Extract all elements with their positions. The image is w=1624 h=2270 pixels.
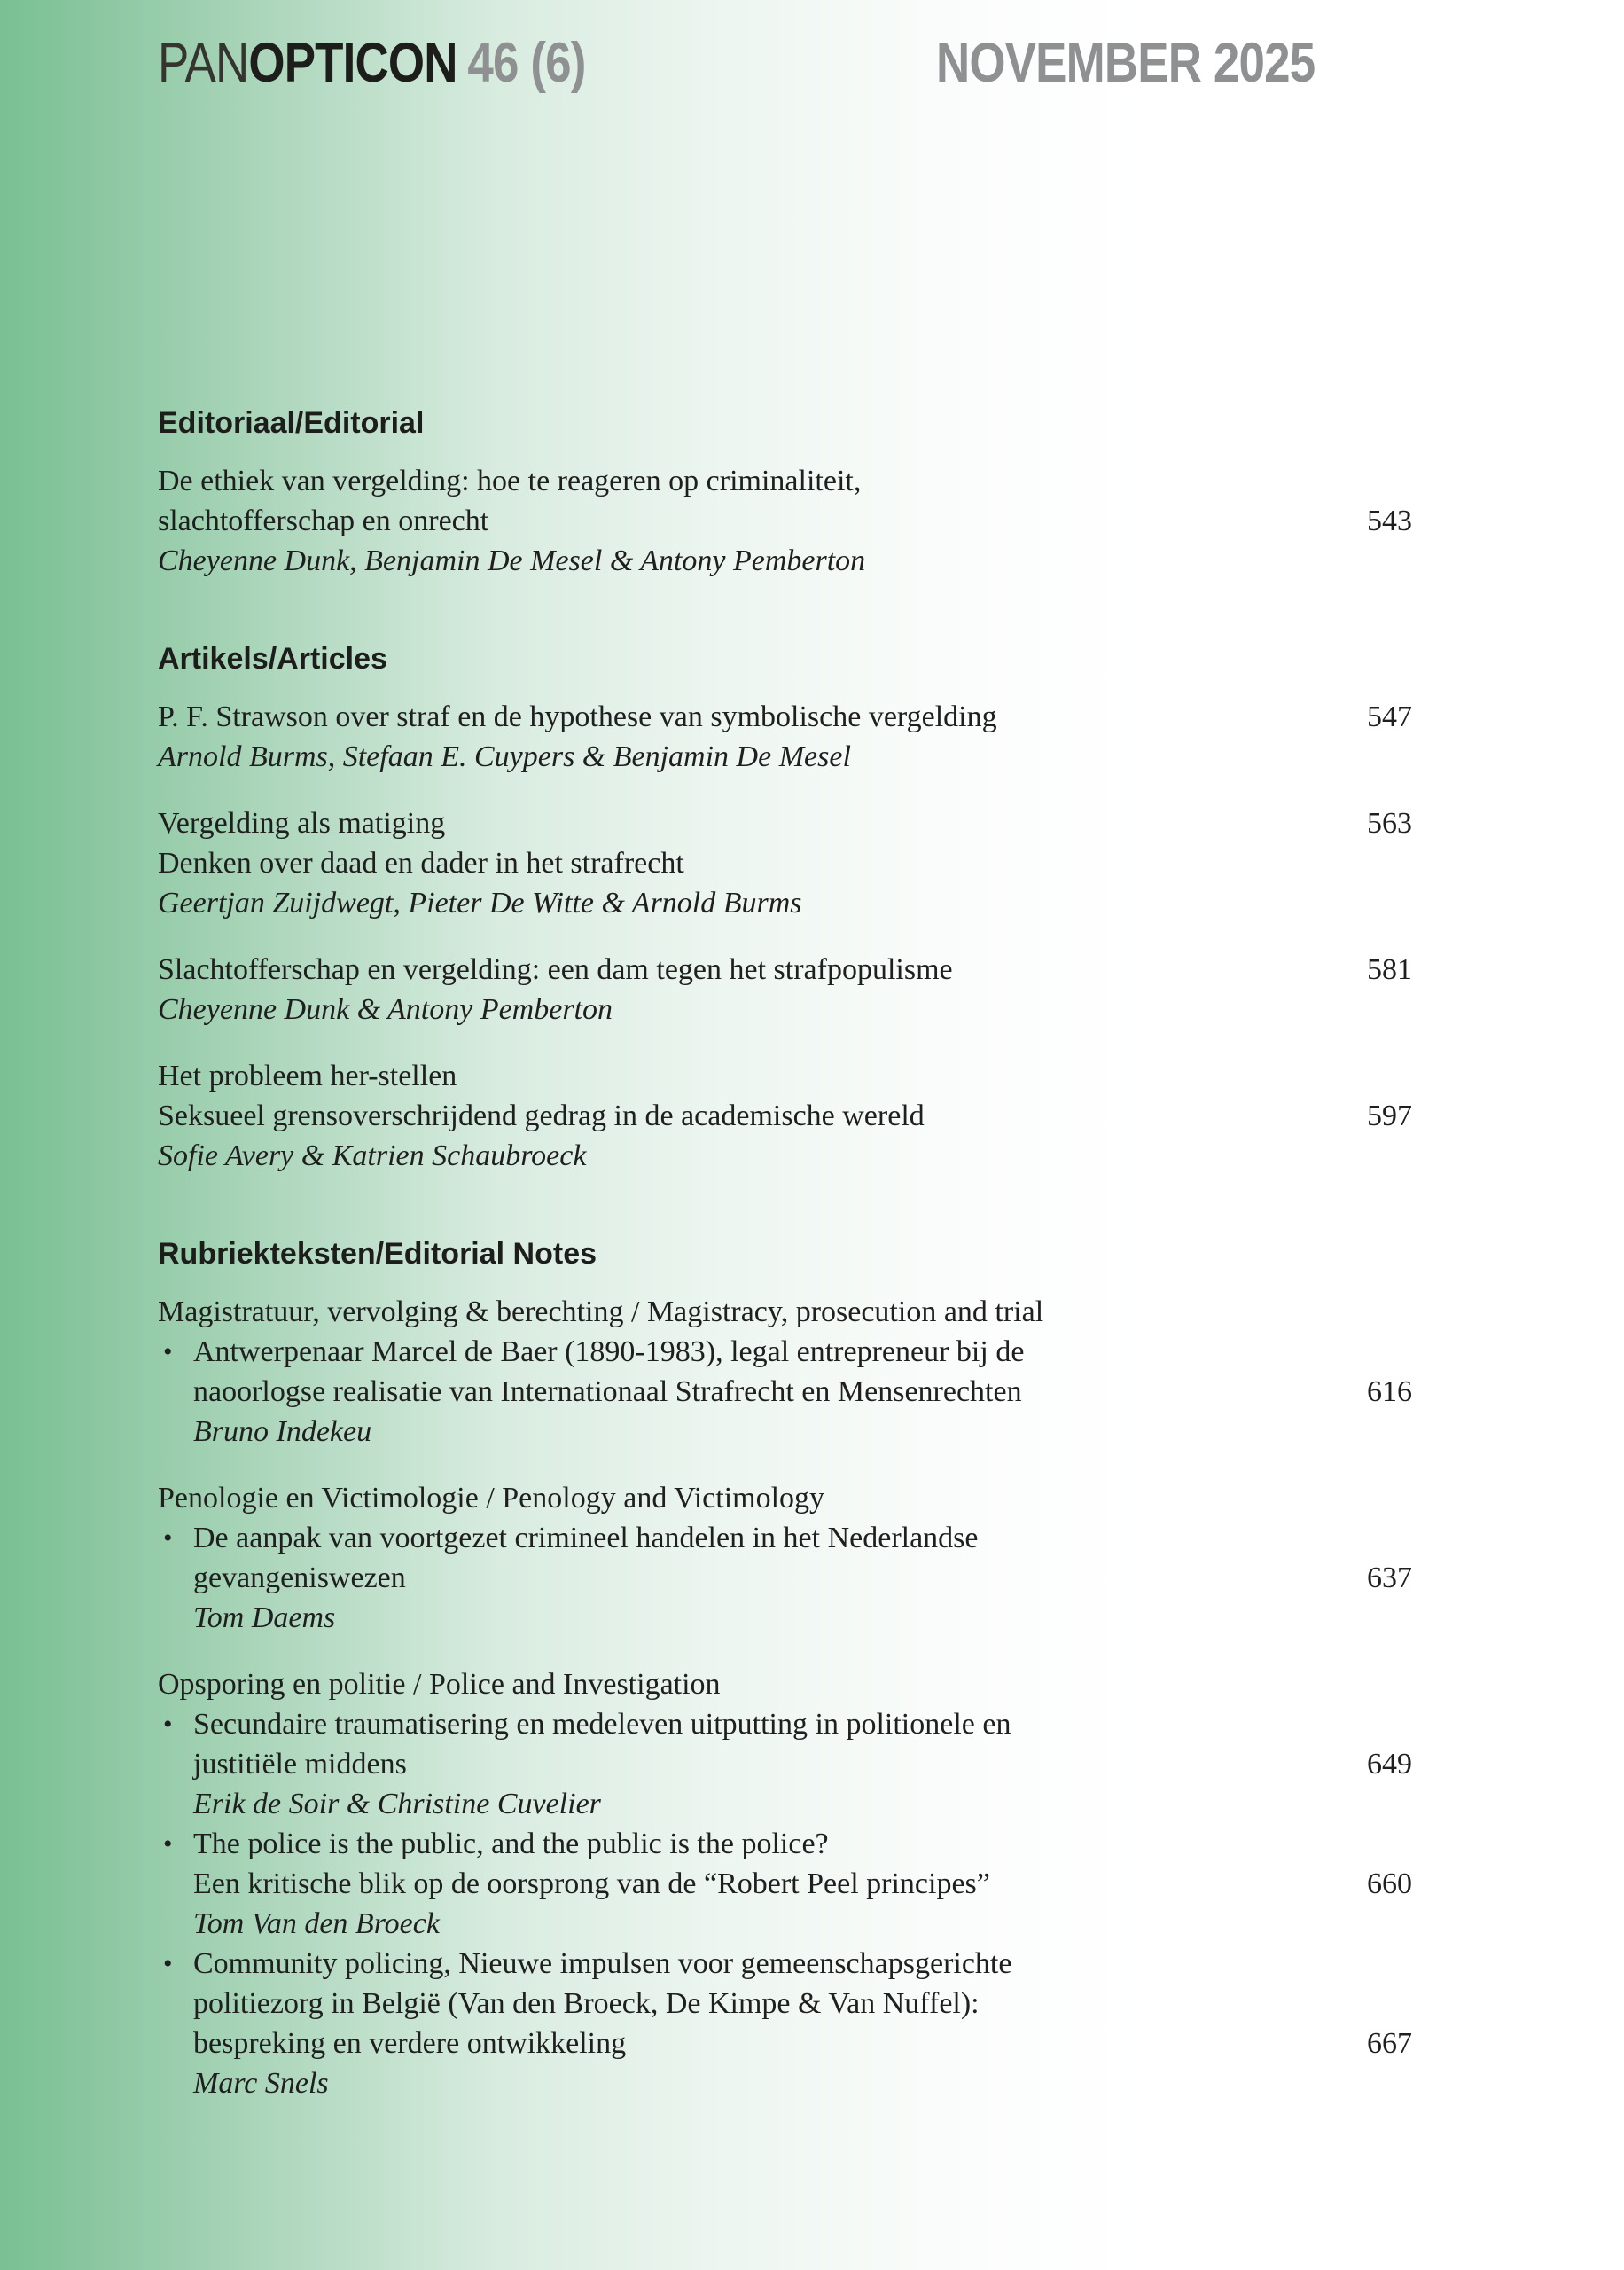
entry-line-text: Secundaire traumatisering en medeleven uitputting in politionele en <box>193 1708 1011 1741</box>
entry-line <box>158 1864 1412 1904</box>
entry-line-text: justitiële middens <box>193 1748 407 1781</box>
page-number: 543 <box>1367 505 1412 537</box>
entry-line-text: politiezorg in België (Van den Broeck, De Kimpe & Van Nuffel): <box>193 1987 980 2020</box>
entry-line-text: slachtofferschap en onrecht <box>158 505 489 537</box>
entry-authors: Tom Daems <box>193 1601 336 1634</box>
entry-line-text: Community policing, Nieuwe impulsen voor gemeenschapsgerichte <box>193 1947 1012 1980</box>
bullet-icon: • <box>163 1829 173 1859</box>
page-number: 667 <box>1367 2027 1412 2060</box>
entry-line-text: naoorlogse realisatie van Internationaal Strafrecht en Mensenrechten <box>193 1375 1022 1408</box>
entry-line <box>158 803 1412 843</box>
entry-authors: Sofie Avery & Katrien Schaubroeck <box>158 1139 587 1172</box>
entry-line <box>158 461 1412 501</box>
toc-entry <box>158 1478 1412 1638</box>
section-heading: Artikels/Articles <box>158 642 387 676</box>
page-number: 637 <box>1367 1562 1412 1594</box>
bullet-icon: • <box>163 1710 173 1739</box>
entry-line-text: Vergelding als matiging <box>158 807 446 840</box>
toc-entry <box>158 1056 1412 1176</box>
entry-line <box>158 843 1412 883</box>
entry-line-text: The police is the public, and the public is the police? <box>193 1828 829 1860</box>
page-number: 597 <box>1367 1100 1412 1132</box>
page-number: 563 <box>1367 807 1412 840</box>
section-heading: Editoriaal/Editorial <box>158 406 425 440</box>
entry-authors: Geertjan Zuijdwegt, Pieter De Witte & Arnold Burms <box>158 887 802 920</box>
entry-line <box>158 1944 1412 1984</box>
toc-entry <box>158 950 1412 1029</box>
page-number: 547 <box>1367 701 1412 733</box>
toc-entry <box>158 1664 1412 2103</box>
entry-authors: Marc Snels <box>193 2067 329 2100</box>
entry-line <box>158 950 1412 990</box>
entry-line-text: bespreking en verdere ontwikkeling <box>193 2027 627 2060</box>
bullet-icon: • <box>163 1523 173 1553</box>
entry-authors: Erik de Soir & Christine Cuvelier <box>193 1788 601 1820</box>
entry-authors: Cheyenne Dunk & Antony Pemberton <box>158 993 613 1026</box>
bullet-icon: • <box>163 1337 173 1366</box>
journal-title-bold: OPTICON <box>248 32 457 94</box>
rubric-heading: Opsporing en politie / Police and Investigation <box>158 1668 721 1701</box>
toc-entry <box>158 803 1412 923</box>
entry-line <box>158 2023 1412 2063</box>
entry-line <box>158 501 1412 541</box>
section-heading: Rubriekteksten/Editorial Notes <box>158 1237 597 1271</box>
page-number: 660 <box>1367 1867 1412 1900</box>
entry-line <box>158 1704 1412 1744</box>
entry-line-text: Het probleem her-stellen <box>158 1060 457 1092</box>
entry-authors: Arnold Burms, Stefaan E. Cuypers & Benjamin De Mesel <box>158 740 851 773</box>
entry-line <box>158 1824 1412 1864</box>
entry-line-text: gevangeniswezen <box>193 1562 406 1594</box>
entry-authors: Cheyenne Dunk, Benjamin De Mesel & Antony Pemberton <box>158 544 866 577</box>
entry-authors: Bruno Indekeu <box>193 1415 372 1448</box>
rubric-heading: Penologie en Victimologie / Penology and Victimology <box>158 1482 825 1515</box>
entry-line <box>158 1518 1412 1558</box>
page-number: 616 <box>1367 1375 1412 1408</box>
entry-authors: Tom Van den Broeck <box>193 1907 440 1940</box>
entry-line <box>158 1056 1412 1096</box>
entry-line <box>158 1744 1412 1784</box>
entry-line <box>158 1096 1412 1136</box>
entry-line-text: P. F. Strawson over straf en de hypothese van symbolische vergelding <box>158 701 997 733</box>
toc-entry <box>158 461 1412 581</box>
issue-date: NOVEMBER 2025 <box>936 32 1316 94</box>
entry-line-text: Seksueel grensoverschrijdend gedrag in de academische wereld <box>158 1100 925 1132</box>
entry-line-text: De aanpak van voortgezet crimineel handelen in het Nederlandse <box>193 1522 979 1554</box>
entry-line <box>158 697 1412 737</box>
entry-line-text: Slachtofferschap en vergelding: een dam tegen het strafpopulisme <box>158 953 953 986</box>
page-number: 649 <box>1367 1748 1412 1781</box>
journal-issue: 46 (6) <box>467 32 586 94</box>
entry-line <box>158 1332 1412 1372</box>
entry-line <box>158 1372 1412 1412</box>
toc <box>158 403 1412 2103</box>
bullet-icon: • <box>163 1949 173 1978</box>
entry-line-text: De ethiek van vergelding: hoe te reageren op criminaliteit, <box>158 465 862 497</box>
rubric-heading: Magistratuur, vervolging & berechting / Magistracy, prosecution and trial <box>158 1295 1044 1328</box>
entry-line-text: Een kritische blik op de oorsprong van de “Robert Peel principes” <box>193 1867 990 1900</box>
entry-line-text: Antwerpenaar Marcel de Baer (1890-1983), legal entrepreneur bij de <box>193 1335 1025 1368</box>
journal-title-prefix: PAN <box>158 32 249 94</box>
page-number: 581 <box>1367 953 1412 986</box>
entry-line <box>158 1984 1412 2023</box>
toc-entry <box>158 1292 1412 1452</box>
journal-title <box>158 34 586 92</box>
entry-line <box>158 1558 1412 1598</box>
toc-entry <box>158 697 1412 777</box>
entry-line-text: Denken over daad en dader in het strafrecht <box>158 847 684 880</box>
